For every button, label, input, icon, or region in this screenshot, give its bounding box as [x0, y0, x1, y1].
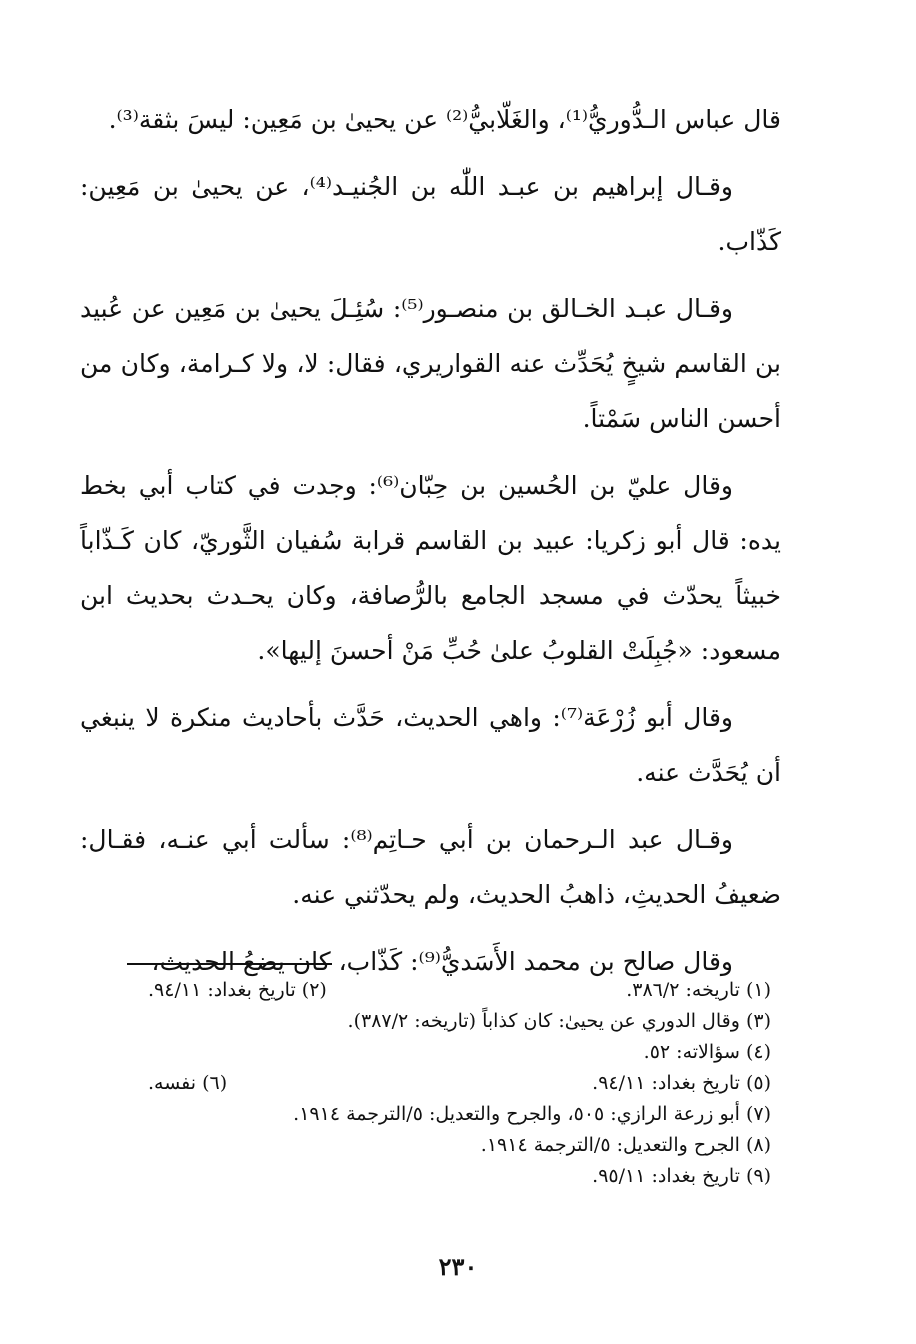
page-number: ٢٣٠ — [438, 1252, 478, 1281]
paragraph-3: وقـال عبـد الخـالق بن منصـور⁽⁵⁾: سُئِـلَ يحيىٰ بن مَعِين عن عُبيد بن القاسم شيخٍ يُحَدِّث عنه القواريري، فقال: لا، ولا كـرامة، وكان من أحسن الناس سَمْتاً. — [80, 294, 781, 433]
footnote-2: (٢) تاريخ بغداد: ٩٤/١١. — [148, 979, 327, 1001]
paragraph-2: وقـال إبراهيم بن عبـد اللّٰه بن الجُنيـد⁽⁴⁾، عن يحيىٰ بن مَعِين: كَذّاب. — [80, 172, 781, 256]
footnote-separator — [127, 963, 332, 965]
footnote-8: (٨) الجرح والتعديل: ٥/الترجمة ١٩١٤. — [480, 1134, 771, 1156]
footnote-9: (٩) تاريخ بغداد: ٩٥/١١. — [592, 1165, 771, 1187]
footnote-row — [110, 1099, 771, 1130]
paragraph-7: وقال صالح بن محمد الأَسَديُّ⁽⁹⁾: كَذّاب، كان يضعُ الحديث، — [151, 947, 733, 976]
paragraph-4: وقال عليّ بن الحُسين بن حِبّان⁽⁶⁾: وجدت في كتاب أبي بخط يده: قال أبو زكريا: عبيد بن القاسم قرابة سُفيان الثَّوريّ، كان كَـذّاباً خبيثاً يحدّث في مسجد الجامع بالرُّصافة، وكان يحـدث بحديث ابن مسعود: «جُبِلَتْ القلوبُ علىٰ حُبِّ مَنْ أحسنَ إليها». — [80, 471, 781, 665]
paragraph-5: وقال أبو زُرْعَة⁽⁷⁾: واهي الحديث، حَدَّث بأحاديث منكرة لا ينبغي أن يُحَدَّث عنه. — [80, 703, 781, 787]
footnote-4: (٤) سؤالاته: ٥٢. — [643, 1041, 771, 1063]
paragraph-1: قال عباس الـدُّوريُّ⁽¹⁾، والغَلّابيُّ⁽²⁾ عن يحيىٰ بن مَعِين: ليسَ بثقة⁽³⁾. — [108, 105, 781, 134]
footnote-1: (١) تاريخه: ٣٨٦/٢. — [626, 979, 771, 1001]
footnote-row — [110, 1130, 771, 1161]
footnote-row — [110, 1006, 771, 1037]
paragraph-6: وقـال عبد الـرحمان بن أبي حـاتِم⁽⁸⁾: سألت أبي عنـه، فقـال: ضعيفُ الحديثِ، ذاهبُ الحديث، ولم يحدّثني عنه. — [80, 825, 781, 909]
footnote-5: (٥) تاريخ بغداد: ٩٤/١١. — [592, 1072, 771, 1094]
main-text — [80, 92, 781, 1001]
footnote-row — [110, 1068, 771, 1099]
footnotes — [110, 975, 771, 1192]
footnote-3: (٣) وقال الدوري عن يحيىٰ: كان كذاباً (تاريخه: ٣٨٧/٢). — [347, 1010, 771, 1032]
footnote-row — [110, 1161, 771, 1192]
footnote-7: (٧) أبو زرعة الرازي: ٥٠٥، والجرح والتعديل: ٥/الترجمة ١٩١٤. — [293, 1103, 771, 1125]
footnote-row — [110, 1037, 771, 1068]
footnote-row — [110, 975, 771, 1006]
footnote-6: (٦) نفسه. — [148, 1072, 228, 1094]
